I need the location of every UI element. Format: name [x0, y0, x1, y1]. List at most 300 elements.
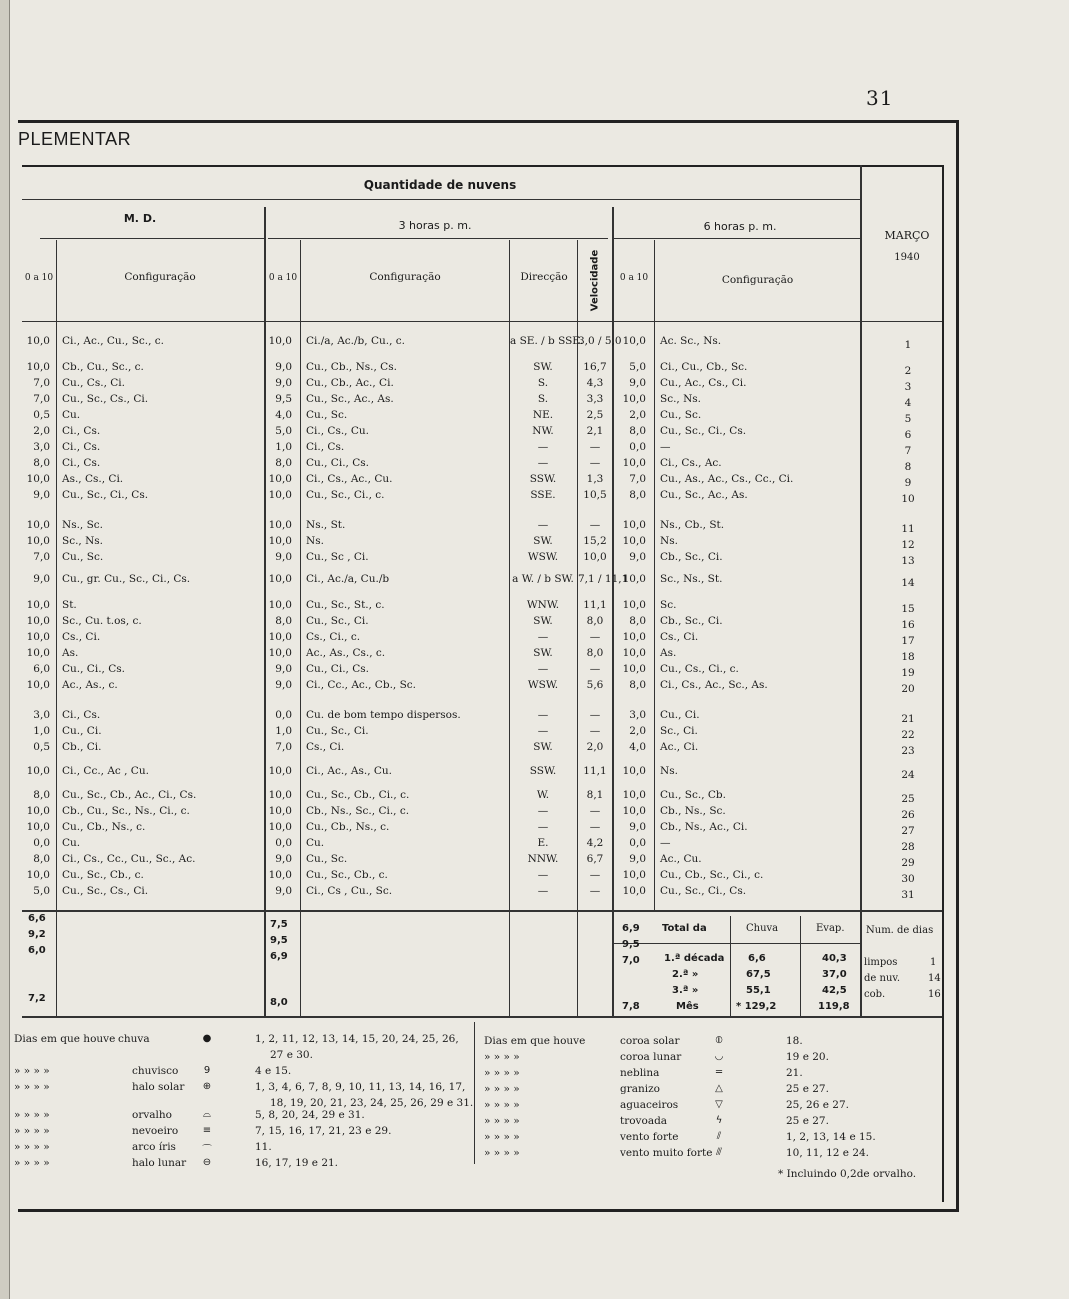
days-label: de nuv.: [864, 973, 901, 984]
wind-velocity: 3,3: [586, 393, 604, 405]
wind-direction: NW.: [532, 425, 554, 437]
3pm-amount: 10,0: [268, 647, 292, 659]
6pm-configuration: Ci., Cs., Ac., Sc., As.: [660, 679, 768, 691]
3pm-configuration: Cu., Cb., Ns., c.: [306, 821, 390, 833]
header-direction: Direcção: [520, 271, 568, 283]
footer-prefix: » » » »: [14, 1157, 50, 1169]
md-configuration: Cb., Ci.: [62, 741, 102, 753]
table-row: [0, 835, 1069, 851]
wind-direction: W.: [536, 789, 550, 801]
wind-direction: SSE.: [530, 489, 556, 501]
period-rain: 6,6: [748, 953, 766, 964]
6pm-configuration: Sc., Ci.: [660, 725, 698, 737]
3pm-configuration: Cu. de bom tempo dispersos.: [306, 709, 461, 721]
wind-velocity: 8,0: [586, 615, 604, 627]
3pm-amount: 10,0: [268, 489, 292, 501]
wind-velocity: —: [589, 631, 601, 643]
md-configuration: Ci., Ac., Cu., Sc., c.: [62, 335, 164, 347]
md-configuration: Cu., Sc., Ci., Cs.: [62, 489, 149, 501]
6pm-amount: 10,0: [622, 599, 646, 611]
md-amount: 3,0: [33, 441, 50, 453]
3pm-amount: 10,0: [268, 599, 292, 611]
3pm-amount: 10,0: [268, 805, 292, 817]
wind-direction: SW.: [533, 535, 553, 547]
table-row: [0, 533, 1069, 549]
phenomenon-label: vento forte: [620, 1131, 679, 1143]
wind-direction: WSW.: [527, 679, 559, 691]
md-configuration: Ci., Cs.: [62, 425, 101, 437]
3pm-configuration: Cu., Sc.: [306, 409, 348, 421]
wind-velocity: —: [589, 821, 601, 833]
footer-prefix: » » » »: [484, 1115, 520, 1127]
table-row: [0, 471, 1069, 487]
6pm-amount: 9,0: [629, 551, 646, 563]
3pm-amount: 8,0: [275, 615, 292, 627]
period-rain: * 129,2: [736, 1001, 777, 1012]
3pm-configuration: Ns., St.: [306, 519, 346, 531]
wind-velocity: 6,7: [586, 853, 604, 865]
md-amount: 0,5: [33, 741, 50, 753]
wind-velocity: 1,3: [586, 473, 604, 485]
md-amount: 2,0: [33, 425, 50, 437]
3pm-configuration: Cu.: [306, 837, 325, 849]
md-configuration: Cu., Sc., Cb., Ac., Ci., Cs.: [62, 789, 197, 801]
md-configuration: Cu., gr. Cu., Sc., Ci., Cs.: [62, 573, 191, 585]
table-row: [0, 787, 1069, 803]
period-label: 1.ª década: [664, 953, 725, 964]
day-number: 11: [901, 523, 915, 535]
day-number: 22: [901, 729, 915, 741]
rain-header: Chuva: [746, 923, 779, 934]
6pm-configuration: Ns.: [660, 765, 678, 777]
md-amount: 7,0: [33, 377, 50, 389]
3pm-configuration: Ci., Cs , Cu., Sc.: [306, 885, 393, 897]
6pm-amount: 8,0: [629, 489, 646, 501]
wind-direction: —: [537, 709, 549, 721]
6pm-configuration: Ci., Cs., Ac.: [660, 457, 722, 469]
6pm-amount: 10,0: [622, 631, 646, 643]
6pm-amount: 9,0: [629, 377, 646, 389]
6pm-amount: 10,0: [622, 789, 646, 801]
day-number: 7: [904, 445, 912, 457]
wind-velocity: 3,0 / 5,0: [578, 335, 622, 347]
phenomenon-days: 25 e 27.: [786, 1115, 829, 1127]
table-row: [0, 375, 1069, 391]
table-row: [0, 677, 1069, 693]
md-configuration: Cu., Ci.: [62, 725, 102, 737]
total-3pm-3: 6,9: [270, 951, 288, 962]
day-number: 20: [901, 683, 915, 695]
header-6pm-config: Configuração: [721, 274, 794, 286]
wind-direction: S.: [537, 393, 549, 405]
table-row: [0, 391, 1069, 407]
phenomenon-symbol-icon: ⊕: [202, 1081, 212, 1092]
phenomenon-days: 25 e 27.: [786, 1083, 829, 1095]
wind-direction: —: [537, 725, 549, 737]
wind-direction: a W. / b SW.: [512, 573, 574, 585]
6pm-configuration: Cu., As., Ac., Cs., Cc., Ci.: [660, 473, 794, 485]
md-configuration: Cu., Cb., Ns., c.: [62, 821, 146, 833]
period-label: 3.ª »: [672, 985, 699, 996]
days-value: 1: [930, 957, 937, 968]
day-number: 23: [901, 745, 915, 757]
table-row: [0, 455, 1069, 471]
phenomenon-label: halo solar: [132, 1081, 185, 1093]
3pm-amount: 10,0: [268, 335, 292, 347]
6pm-configuration: Cu., Ac., Cs., Ci.: [660, 377, 747, 389]
md-configuration: Cu., Cs., Ci.: [62, 377, 125, 389]
header-md: M. D.: [123, 212, 157, 225]
wind-direction: —: [537, 821, 549, 833]
phenomenon-symbol-icon: ⫻: [716, 1147, 722, 1158]
phenomenon-days: 10, 11, 12 e 24.: [786, 1147, 870, 1159]
3pm-configuration: Ac., As., Cs., c.: [306, 647, 386, 659]
day-number: 24: [901, 769, 915, 781]
phenomenon-symbol-icon: ═: [715, 1067, 723, 1078]
md-configuration: Ci., Cs.: [62, 709, 101, 721]
md-amount: 0,0: [33, 837, 50, 849]
table-row: [0, 423, 1069, 439]
table-row: [0, 333, 1069, 349]
md-configuration: Ns., Sc.: [62, 519, 104, 531]
wind-velocity: 4,2: [586, 837, 604, 849]
phenomenon-label: coroa solar: [620, 1035, 680, 1047]
day-number: 6: [904, 429, 912, 441]
footer-prefix: » » » »: [484, 1083, 520, 1095]
table-row: [0, 487, 1069, 503]
6pm-configuration: Cs., Ci.: [660, 631, 699, 643]
6pm-configuration: —: [660, 441, 671, 453]
summary-header: Total da: [662, 923, 707, 934]
wind-velocity: —: [589, 885, 601, 897]
6pm-amount: 3,0: [629, 709, 646, 721]
wind-direction: SSW.: [529, 765, 557, 777]
3pm-amount: 10,0: [268, 631, 292, 643]
phenomenon-days: 5, 8, 20, 24, 29 e 31.: [255, 1109, 365, 1121]
phenomenon-symbol-icon: ⌓: [203, 1109, 211, 1120]
table-row: [0, 629, 1069, 645]
wind-velocity: 11,1: [583, 765, 607, 777]
total-3pm-1: 7,5: [270, 919, 288, 930]
6pm-amount: 9,0: [629, 821, 646, 833]
6pm-amount: 2,0: [629, 725, 646, 737]
footer-prefix: » » » »: [14, 1141, 50, 1153]
table-row: [0, 739, 1069, 755]
day-number: 18: [901, 651, 915, 663]
period-label: 2.ª »: [672, 969, 699, 980]
day-number: 2: [904, 365, 912, 377]
phenomenon-days: 25, 26 e 27.: [786, 1099, 849, 1111]
wind-velocity: —: [589, 725, 601, 737]
wind-velocity: —: [589, 869, 601, 881]
6pm-configuration: Cu., Cb., Sc., Ci., c.: [660, 869, 764, 881]
header-velocity: Velocidade: [589, 249, 601, 312]
wind-direction: SW.: [533, 647, 553, 659]
3pm-amount: 4,0: [275, 409, 292, 421]
6pm-configuration: Ac. Sc., Ns.: [660, 335, 722, 347]
table-row: [0, 819, 1069, 835]
table-row: [0, 439, 1069, 455]
6pm-configuration: Ac., Ci.: [660, 741, 699, 753]
header-6pm-scale: 0 a 10: [619, 273, 649, 283]
phenomenon-days: 1, 2, 11, 12, 13, 14, 15, 20, 24, 25, 26,: [255, 1033, 459, 1045]
3pm-configuration: Cu., Sc.: [306, 853, 348, 865]
phenomenon-symbol-icon: 9: [203, 1065, 211, 1076]
6pm-configuration: Ns.: [660, 535, 678, 547]
wind-direction: —: [537, 441, 549, 453]
footer-prefix: » » » »: [14, 1125, 50, 1137]
phenomenon-days-cont: 18, 19, 20, 21, 23, 24, 25, 26, 29 e 31.: [270, 1097, 474, 1109]
md-amount: 5,0: [33, 885, 50, 897]
3pm-amount: 0,0: [275, 837, 292, 849]
wind-velocity: —: [589, 441, 601, 453]
day-number: 25: [901, 793, 915, 805]
day-number: 13: [901, 555, 915, 567]
wind-velocity: 8,0: [586, 647, 604, 659]
day-number: 28: [901, 841, 915, 853]
6pm-configuration: Ac., Cu.: [660, 853, 702, 865]
table-row: [0, 661, 1069, 677]
wind-direction: —: [537, 663, 549, 675]
day-number: 12: [901, 539, 915, 551]
3pm-configuration: Cu., Sc., Ci., c.: [306, 489, 385, 501]
day-number: 1: [904, 339, 912, 351]
3pm-configuration: Cu., Sc., St., c.: [306, 599, 385, 611]
total-md-2: 9,2: [28, 929, 46, 940]
section-title: PLEMENTAR: [18, 129, 132, 149]
day-number: 19: [901, 667, 915, 679]
3pm-configuration: Cu., Sc., Cb., Ci., c.: [306, 789, 410, 801]
phenomenon-days: 7, 15, 16, 17, 21, 23 e 29.: [255, 1125, 392, 1137]
table-row: [0, 883, 1069, 899]
wind-direction: S.: [537, 377, 549, 389]
day-number: 30: [901, 873, 915, 885]
md-configuration: Sc., Ns.: [62, 535, 104, 547]
md-amount: 10,0: [26, 599, 50, 611]
wind-direction: —: [537, 457, 549, 469]
3pm-configuration: Ci., Ac./a, Cu./b: [306, 573, 390, 585]
6pm-amount: 0,0: [629, 837, 646, 849]
table-row: [0, 707, 1069, 723]
3pm-amount: 10,0: [268, 765, 292, 777]
day-number: 14: [901, 577, 915, 589]
3pm-configuration: Cu., Ci., Cs.: [306, 457, 369, 469]
3pm-configuration: Cu., Ci., Cs.: [306, 663, 369, 675]
day-number: 10: [901, 493, 915, 505]
wind-velocity: 4,3: [586, 377, 604, 389]
md-amount: 3,0: [33, 709, 50, 721]
6pm-amount: 10,0: [622, 765, 646, 777]
header-month: MARÇO: [884, 229, 930, 242]
6pm-amount: 8,0: [629, 615, 646, 627]
phenomenon-days-cont: 27 e 30.: [270, 1049, 313, 1061]
phenomenon-label: chuvisco: [132, 1065, 179, 1077]
md-configuration: Cu., Sc.: [62, 551, 104, 563]
day-number: 27: [901, 825, 915, 837]
md-configuration: Cu.: [62, 837, 81, 849]
wind-direction: NNW.: [527, 853, 559, 865]
day-number: 3: [904, 381, 912, 393]
header-3pm-scale: 0 a 10: [268, 273, 298, 283]
md-configuration: Cb., Cu., Sc., c.: [62, 361, 144, 373]
3pm-configuration: Cu., Sc., Cb., c.: [306, 869, 388, 881]
footer-prefix: » » » »: [14, 1081, 50, 1093]
phenomenon-label: orvalho: [132, 1109, 172, 1121]
total-6pm-1: 6,9: [622, 923, 640, 934]
phenomenon-days: 1, 2, 13, 14 e 15.: [786, 1131, 876, 1143]
phenomenon-symbol-icon: ⌒: [202, 1145, 212, 1156]
day-number: 31: [901, 889, 915, 901]
6pm-configuration: Cb., Ns., Sc.: [660, 805, 726, 817]
6pm-amount: 5,0: [629, 361, 646, 373]
table-row: [0, 549, 1069, 565]
table-row: [0, 851, 1069, 867]
6pm-amount: 10,0: [622, 519, 646, 531]
3pm-configuration: Ci., Cc., Ac., Cb., Sc.: [306, 679, 416, 691]
table-row: [0, 597, 1069, 613]
md-amount: 10,0: [26, 647, 50, 659]
md-amount: 1,0: [33, 725, 50, 737]
md-configuration: Ci., Cs., Cc., Cu., Sc., Ac.: [62, 853, 196, 865]
md-amount: 10,0: [26, 361, 50, 373]
3pm-configuration: Cu., Sc , Ci.: [306, 551, 369, 563]
period-label: Mês: [676, 1001, 699, 1012]
6pm-amount: 10,0: [622, 663, 646, 675]
3pm-amount: 8,0: [275, 457, 292, 469]
wind-direction: SW.: [533, 741, 553, 753]
6pm-amount: 10,0: [622, 805, 646, 817]
3pm-amount: 9,5: [275, 393, 292, 405]
phenomenon-symbol-icon: △: [715, 1083, 723, 1094]
phenomenon-symbol-icon: ⫽: [716, 1131, 722, 1142]
wind-direction: E.: [537, 837, 549, 849]
6pm-configuration: Cu., Sc.: [660, 409, 702, 421]
6pm-configuration: Cu., Sc., Ci., Cs.: [660, 885, 747, 897]
md-configuration: Cu.: [62, 409, 81, 421]
phenomenon-label: nevoeiro: [132, 1125, 179, 1137]
wind-direction: a SE. / b SSE.: [510, 335, 584, 347]
3pm-configuration: Ci., Cs., Ac., Cu.: [306, 473, 393, 485]
6pm-configuration: Ns., Cb., St.: [660, 519, 725, 531]
phenomenon-symbol-icon: ≡: [202, 1125, 212, 1136]
period-evap: 37,0: [822, 969, 847, 980]
6pm-configuration: Sc.: [660, 599, 677, 611]
wind-velocity: 2,5: [586, 409, 604, 421]
6pm-amount: 10,0: [622, 393, 646, 405]
phenomenon-days: 18.: [786, 1035, 803, 1047]
phenomenon-days: 16, 17, 19 e 21.: [255, 1157, 339, 1169]
md-amount: 9,0: [33, 573, 50, 585]
phenomenon-days: 1, 3, 4, 6, 7, 8, 9, 10, 11, 13, 14, 16, 17,: [255, 1081, 466, 1093]
3pm-amount: 1,0: [275, 725, 292, 737]
6pm-amount: 2,0: [629, 409, 646, 421]
6pm-configuration: Ci., Cu., Cb., Sc.: [660, 361, 748, 373]
3pm-configuration: Cu., Cb., Ns., Cs.: [306, 361, 397, 373]
phenomenon-symbol-icon: ▽: [715, 1099, 723, 1110]
wind-velocity: 8,1: [586, 789, 604, 801]
table-row: [0, 645, 1069, 661]
period-evap: 42,5: [822, 985, 847, 996]
wind-velocity: 5,6: [586, 679, 604, 691]
md-configuration: Cu., Sc., Cs., Ci.: [62, 393, 149, 405]
3pm-configuration: Cu., Sc., Ac., As.: [306, 393, 394, 405]
md-configuration: Ci., Cc., Ac , Cu.: [62, 765, 149, 777]
header-3pm-config: Configuração: [369, 271, 441, 283]
footer-prefix: » » » »: [484, 1067, 520, 1079]
day-number: 21: [901, 713, 915, 725]
wind-velocity: —: [589, 663, 601, 675]
wind-direction: —: [537, 631, 549, 643]
footer-prefix: » » » »: [14, 1109, 50, 1121]
6pm-amount: 10,0: [622, 647, 646, 659]
total-md-1: 6,6: [28, 913, 46, 924]
3pm-amount: 0,0: [275, 709, 292, 721]
3pm-amount: 7,0: [275, 741, 292, 753]
table-row: [0, 613, 1069, 629]
6pm-amount: 10,0: [622, 869, 646, 881]
phenomenon-symbol-icon: ⊖: [202, 1157, 212, 1168]
md-configuration: As., Cs., Ci.: [62, 473, 124, 485]
header-md-scale: 0 a 10: [24, 273, 54, 283]
day-number: 9: [904, 477, 912, 489]
md-amount: 10,0: [26, 615, 50, 627]
days-label: cob.: [864, 989, 886, 1000]
md-configuration: St.: [62, 599, 77, 611]
6pm-configuration: Cu., Sc., Ci., Cs.: [660, 425, 747, 437]
3pm-amount: 10,0: [268, 573, 292, 585]
wind-velocity: 15,2: [583, 535, 607, 547]
md-amount: 10,0: [26, 519, 50, 531]
wind-direction: SW.: [533, 615, 553, 627]
total-6pm-3: 7,0: [622, 955, 640, 966]
wind-velocity: 10,5: [583, 489, 607, 501]
header-3pm: 3 horas p. m.: [398, 219, 472, 232]
3pm-configuration: Ci./a, Ac./b, Cu., c.: [306, 335, 405, 347]
phenomenon-label: coroa lunar: [620, 1051, 682, 1063]
6pm-configuration: Cb., Ns., Ac., Ci.: [660, 821, 748, 833]
6pm-configuration: Cu., Sc., Cb.: [660, 789, 726, 801]
phenomenon-days: 19 e 20.: [786, 1051, 829, 1063]
header-year: 1940: [894, 252, 920, 263]
wind-velocity: 2,0: [586, 741, 604, 753]
md-configuration: Cu., Sc., Cs., Ci.: [62, 885, 149, 897]
total-6pm-2: 9,5: [622, 939, 640, 950]
md-configuration: Cb., Cu., Sc., Ns., Ci., c.: [62, 805, 190, 817]
days-label: limpos: [864, 957, 898, 968]
6pm-configuration: Sc., Ns.: [660, 393, 702, 405]
day-number: 26: [901, 809, 915, 821]
3pm-amount: 10,0: [268, 789, 292, 801]
phenomenon-label: aguaceiros: [620, 1099, 679, 1111]
6pm-configuration: Cb., Sc., Ci.: [660, 551, 723, 563]
3pm-configuration: Ci., Cs.: [306, 441, 345, 453]
6pm-configuration: —: [660, 837, 671, 849]
wind-direction: SSW.: [529, 473, 557, 485]
3pm-configuration: Ci., Ac., As., Cu.: [306, 765, 392, 777]
footer-prefix: » » » »: [484, 1099, 520, 1111]
3pm-configuration: Ci., Cs., Cu.: [306, 425, 369, 437]
footer-prefix: Dias em que houve: [14, 1033, 116, 1045]
md-amount: 7,0: [33, 551, 50, 563]
md-configuration: Sc., Cu. t.os, c.: [62, 615, 142, 627]
6pm-configuration: Sc., Ns., St.: [660, 573, 723, 585]
wind-velocity: —: [589, 457, 601, 469]
header-6pm: 6 horas p. m.: [703, 220, 777, 233]
6pm-configuration: Cu., Sc., Ac., As.: [660, 489, 748, 501]
3pm-configuration: Cb., Ns., Sc., Ci., c.: [306, 805, 410, 817]
phenomenon-label: trovoada: [620, 1115, 668, 1127]
wind-velocity: —: [589, 805, 601, 817]
